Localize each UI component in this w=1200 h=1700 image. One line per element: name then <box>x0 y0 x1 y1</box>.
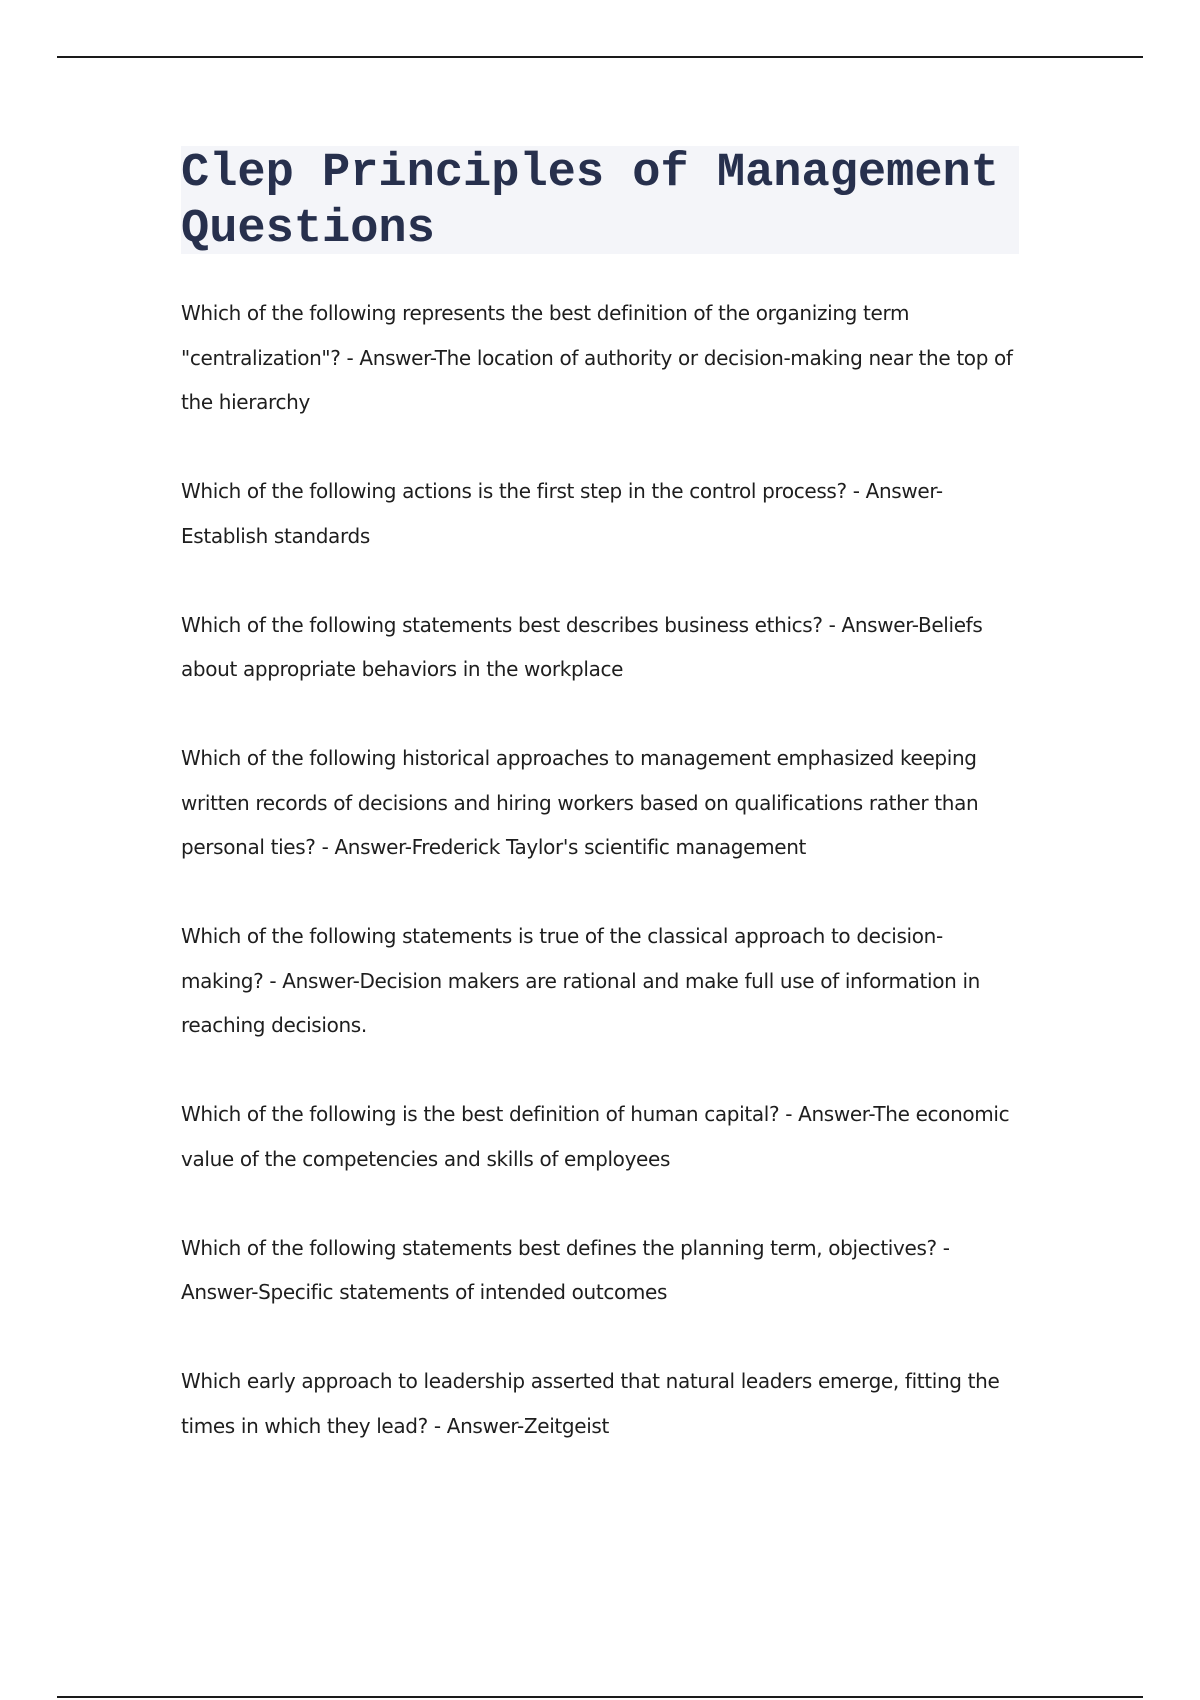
question-answer-item: Which of the following represents the best definition of the organizing term "centralization"? - Answer-The location of authority or decision-making near the top of the hierarchy <box>181 301 1013 414</box>
bottom-rule <box>57 1696 1143 1698</box>
question-answer-item: Which of the following statements is true of the classical approach to decision-making? - Answer-Decision makers are rational and make full use of information in reaching decisions. <box>181 924 980 1037</box>
question-answer-item: Which of the following statements best defines the planning term, objectives? - Answer-Specific statements of intended outcomes <box>181 1235 950 1304</box>
top-rule <box>57 56 1143 58</box>
question-answer-item: Which of the following statements best describes business ethics? - Answer-Beliefs about appropriate behaviors in the workplace <box>181 612 983 681</box>
title-block <box>181 146 1028 256</box>
question-answer-list <box>181 291 1021 1448</box>
question-answer-item: Which of the following is the best definition of human capital? - Answer-The economic value of the competencies and skills of employees <box>181 1102 1010 1171</box>
question-answer-item: Which of the following actions is the first step in the control process? - Answer-Establish standards <box>181 479 943 548</box>
question-answer-item: Which early approach to leadership asserted that natural leaders emerge, fitting the times in which they lead? - Answer-Zeitgeist <box>181 1369 1000 1438</box>
question-answer-item: Which of the following historical approaches to management emphasized keeping written records of decisions and hiring workers based on qualifications rather than personal ties? - Answer-Frederick Taylor's scientific management <box>181 746 979 859</box>
page-title: Clep Principles of Management Questions <box>181 147 1028 256</box>
